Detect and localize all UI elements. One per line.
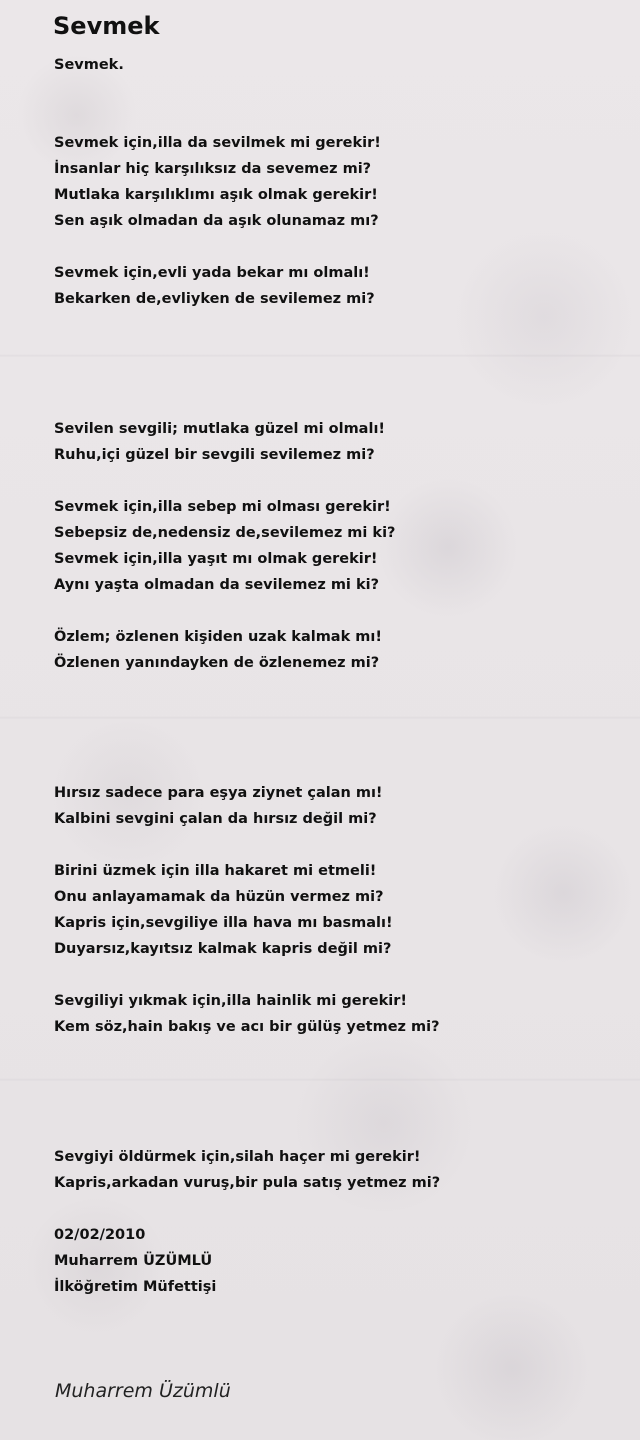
- poem-line: Aynı yaşta olmadan da sevilemez mi ki?: [54, 577, 379, 593]
- poem-line: Ruhu,içi güzel bir sevgili sevilemez mi?: [54, 447, 375, 463]
- poem-line: Birini üzmek için illa hakaret mi etmeli!: [54, 863, 377, 879]
- poem-line: Kalbini sevgini çalan da hırsız değil mi?: [54, 811, 377, 827]
- poem-line: [54, 1066, 614, 1092]
- poem-line: Sevmek için,illa yaşıt mı olmak gerekir!: [54, 551, 378, 567]
- poem-line: Sevgiyi öldürmek için,silah haçer mi gerekir!: [54, 1149, 421, 1165]
- poem-line: Sevmek için,illa sebep mi olması gerekir!: [54, 499, 391, 515]
- poem-line: [54, 390, 614, 416]
- poem-title: Sevmek: [53, 12, 160, 40]
- poem-line: [54, 104, 614, 130]
- poem-line: [54, 754, 614, 780]
- poem-body: [54, 52, 614, 1300]
- poem-line: İnsanlar hiç karşılıksız da sevemez mi?: [54, 161, 372, 177]
- poem-line: [54, 676, 614, 702]
- poem-line: 02/02/2010: [54, 1227, 146, 1243]
- poem-line: Kapris,arkadan vuruş,bir pula satış yetmez mi?: [54, 1175, 441, 1191]
- author-name: Muharrem Üzümlü: [55, 1380, 231, 1402]
- poem-line: [54, 962, 614, 988]
- poem-line: [54, 832, 614, 858]
- poem-line: Sen aşık olmadan da aşık olunamaz mı?: [54, 213, 379, 229]
- poem-line: Özlem; özlenen kişiden uzak kalmak mı!: [54, 629, 382, 645]
- poem-line: [54, 1040, 614, 1066]
- poem-line: Hırsız sadece para eşya ziynet çalan mı!: [54, 785, 383, 801]
- poem-line: Sevgiliyi yıkmak için,illa hainlik mi gerekir!: [54, 993, 407, 1009]
- poem-line: [54, 728, 614, 754]
- poem-line: Sevmek.: [54, 57, 124, 73]
- poem-line: Özlenen yanındayken de özlenemez mi?: [54, 655, 380, 671]
- poem-line: [54, 364, 614, 390]
- poem-line: [54, 312, 614, 338]
- poem-line: [54, 702, 614, 728]
- poem-line: Kapris için,sevgiliye illa hava mı basmalı!: [54, 915, 393, 931]
- poem-line: Sevmek için,illa da sevilmek mi gerekir!: [54, 135, 381, 151]
- poem-line: [54, 1196, 614, 1222]
- poem-line: Sevmek için,evli yada bekar mı olmalı!: [54, 265, 370, 281]
- poem-line: [54, 1118, 614, 1144]
- poem-line: Bekarken de,evliyken de sevilemez mi?: [54, 291, 375, 307]
- poem-line: Mutlaka karşılıklımı aşık olmak gerekir!: [54, 187, 378, 203]
- poem-line: Onu anlayamamak da hüzün vermez mi?: [54, 889, 384, 905]
- poem-line: İlköğretim Müfettişi: [54, 1279, 217, 1295]
- poem-line: Sevilen sevgili; mutlaka güzel mi olmalı!: [54, 421, 386, 437]
- poem-line: [54, 468, 614, 494]
- poem-line: [54, 338, 614, 364]
- poem-line: Duyarsız,kayıtsız kalmak kapris değil mi?: [54, 941, 392, 957]
- poem-line: [54, 234, 614, 260]
- poem-line: Kem söz,hain bakış ve acı bir gülüş yetmez mi?: [54, 1019, 440, 1035]
- poem-line: [54, 598, 614, 624]
- poem-line: Sebepsiz de,nedensiz de,sevilemez mi ki?: [54, 525, 396, 541]
- poem-line: Muharrem ÜZÜMLÜ: [54, 1253, 213, 1269]
- poem-line: [54, 1092, 614, 1118]
- poem-line: [54, 78, 614, 104]
